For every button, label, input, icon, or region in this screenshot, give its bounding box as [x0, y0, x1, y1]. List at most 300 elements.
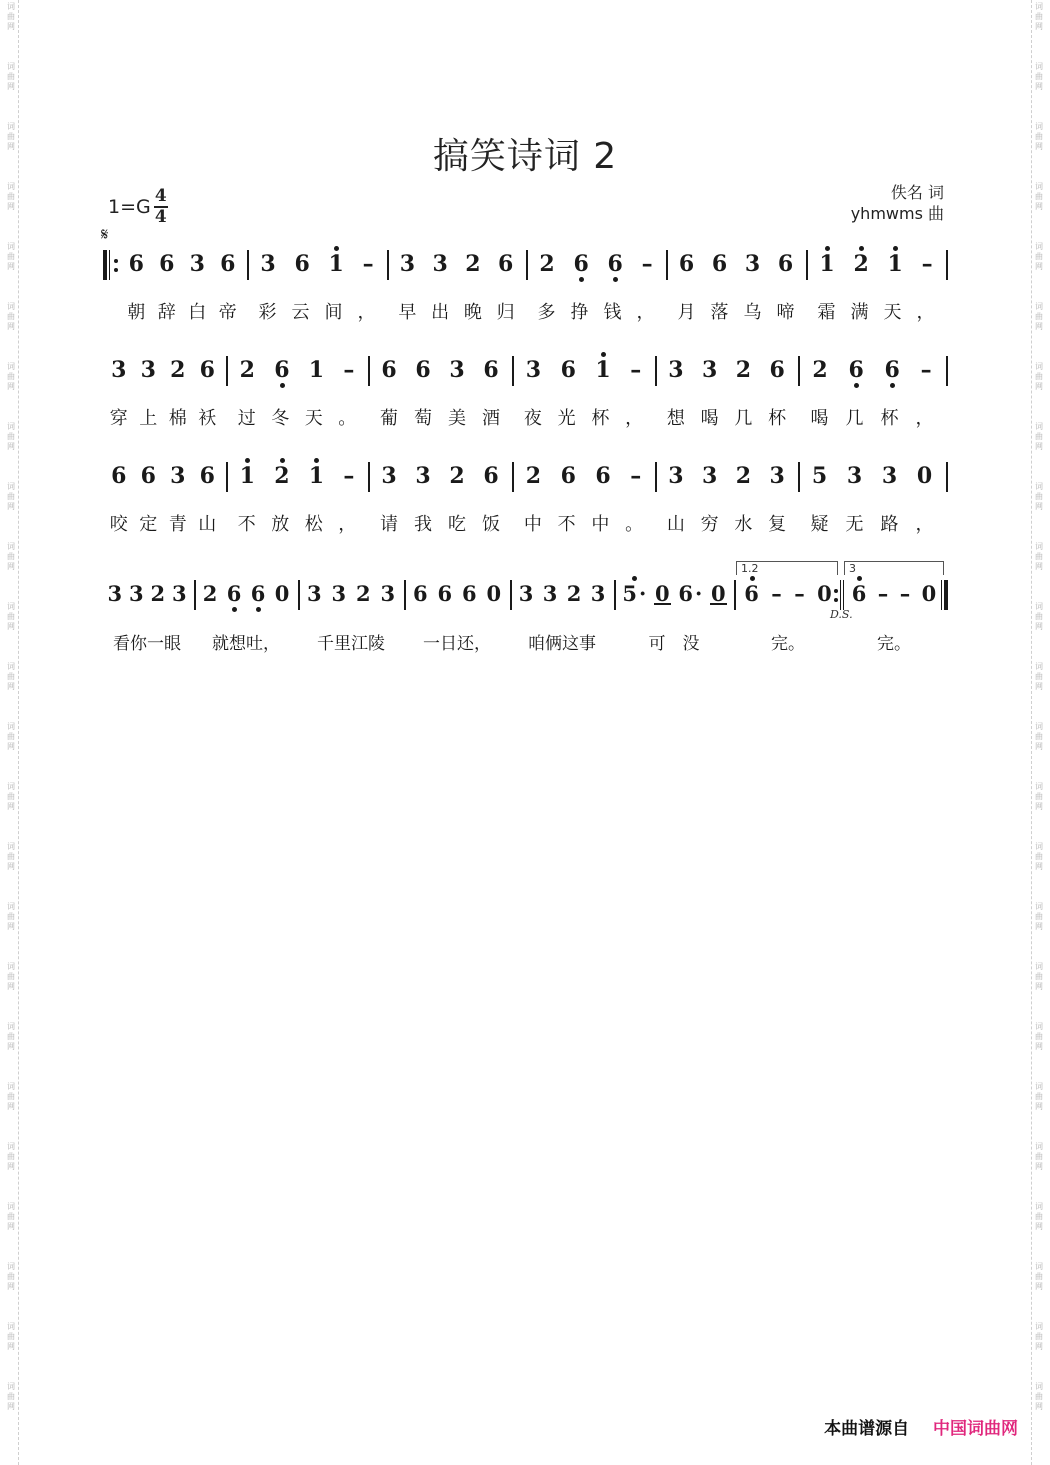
watermark-char: 词 — [7, 1262, 15, 1271]
note — [736, 357, 751, 383]
final-barline — [941, 580, 949, 610]
watermark-char: 词 — [1035, 2, 1043, 11]
watermark-char: 词 — [1035, 242, 1043, 251]
watermark-char: 网 — [7, 982, 15, 991]
note-digit: 6 — [769, 357, 785, 383]
barline — [247, 250, 249, 280]
octave-up-dot — [857, 576, 862, 581]
note — [812, 463, 827, 489]
watermark-char: 曲 — [1035, 12, 1043, 21]
note — [848, 357, 863, 383]
segno-sign: 𝄋 — [101, 225, 109, 245]
song-title: 搞笑诗词 2 — [432, 136, 618, 177]
watermark-char: 网 — [7, 862, 15, 871]
barline — [666, 250, 668, 280]
lyric-measure — [659, 508, 794, 538]
watermark-char: 词 — [7, 302, 15, 311]
note-digit: 6 — [607, 251, 623, 277]
note-digit: 3 — [518, 581, 534, 606]
lyric-char: 冬 — [271, 408, 290, 429]
note — [595, 357, 610, 383]
note-digit: 2 — [150, 581, 166, 606]
note-digit: 6 — [777, 251, 794, 277]
watermark-char: 网 — [7, 622, 15, 631]
measure — [408, 572, 506, 616]
watermark-char: 曲 — [1035, 312, 1043, 321]
note-digit: 6 — [560, 463, 576, 489]
note-digit: 3 — [701, 463, 718, 489]
watermark-char: 词 — [7, 1202, 15, 1211]
lyric-char: 朝 — [127, 302, 146, 323]
note — [668, 357, 683, 383]
dash-note — [921, 357, 932, 383]
watermark-char: 网 — [7, 22, 15, 31]
note — [331, 581, 346, 607]
barline — [298, 580, 300, 610]
note — [885, 357, 900, 383]
note-digit: 3 — [331, 581, 347, 606]
note-digit: 6 — [199, 357, 215, 383]
watermark-char: 曲 — [1035, 612, 1043, 621]
note — [200, 357, 215, 383]
watermark-char: 曲 — [7, 552, 15, 561]
note-digit: 2 — [853, 251, 869, 277]
barline — [404, 580, 406, 610]
watermark-char: 网 — [1035, 1102, 1043, 1111]
note-digit: – — [771, 581, 782, 606]
note — [150, 581, 165, 607]
note — [107, 581, 122, 607]
lyric-char: 咬 — [109, 514, 128, 535]
measure — [372, 348, 508, 392]
note — [220, 251, 235, 277]
measure — [670, 242, 802, 286]
lyric-char: 早 — [398, 302, 417, 323]
lyric-measure: 就想吐， — [212, 633, 280, 654]
lyric-measure — [391, 296, 522, 326]
note-digit: 3 — [111, 357, 127, 383]
barline — [226, 356, 228, 386]
lyric-measure — [802, 508, 942, 538]
lyric-char: 。 — [338, 408, 357, 429]
watermark-char: 曲 — [1035, 72, 1043, 81]
watermark-mark — [4, 1080, 18, 1140]
time-signature — [154, 188, 168, 226]
watermark-char: 曲 — [1035, 132, 1043, 141]
lyric-char: 中 — [591, 514, 610, 535]
lyric-measure: 可 没 — [648, 633, 700, 654]
note-digit: 6 — [220, 251, 236, 277]
note — [329, 251, 344, 277]
note-digit: 6 — [497, 251, 514, 277]
watermark-char: 词 — [7, 1022, 15, 1031]
watermark-char: 曲 — [7, 852, 15, 861]
dash-note — [900, 581, 911, 607]
lyric-measure — [104, 508, 222, 538]
dash-note — [642, 251, 653, 277]
watermark-char: 曲 — [7, 372, 15, 381]
note-digit: 1 — [819, 251, 835, 277]
watermark-char: 网 — [7, 262, 15, 271]
watermark-char: 曲 — [7, 252, 15, 261]
lyrics-row — [0, 402, 1050, 432]
notes-row — [0, 242, 1050, 286]
repeat-end-barline — [834, 580, 846, 610]
lyric-char: 挣 — [570, 302, 589, 323]
lyric-measure — [516, 508, 651, 538]
watermark-char: 词 — [1035, 182, 1043, 191]
barline — [226, 462, 228, 492]
note — [190, 251, 205, 277]
watermark-char: 网 — [7, 1102, 15, 1111]
note-digit: 1 — [308, 357, 325, 383]
note — [309, 463, 324, 489]
note-digit: 0 — [655, 581, 670, 606]
watermark-char: 词 — [7, 62, 15, 71]
lyric-measure — [659, 402, 794, 432]
note-digit: 2 — [525, 463, 542, 489]
note — [526, 357, 541, 383]
lyric-measure — [516, 402, 651, 432]
lyric-char: 不 — [237, 514, 256, 535]
watermark-mark — [4, 1320, 18, 1380]
note — [608, 251, 623, 277]
note-digit: 6 — [159, 251, 175, 277]
watermark-char: 网 — [7, 1042, 15, 1051]
note — [240, 357, 255, 383]
watermark-char: 网 — [1035, 22, 1043, 31]
note-digit: – — [343, 463, 355, 489]
watermark-char: 网 — [7, 1162, 15, 1171]
barline — [194, 580, 196, 610]
watermark-char: 词 — [7, 842, 15, 851]
composer: yhmwms 曲 — [850, 204, 944, 223]
lyric-measure — [530, 296, 662, 326]
lyric-char: ， — [338, 514, 357, 535]
lyric-measure — [372, 402, 508, 432]
note — [170, 463, 185, 489]
lyric-char: 松 — [304, 514, 323, 535]
note — [432, 251, 447, 277]
lyric-measure — [802, 402, 942, 432]
watermark-char: 词 — [7, 242, 15, 251]
watermark-mark — [1032, 1320, 1046, 1380]
notes-row — [0, 348, 1050, 392]
lyric-char: 光 — [557, 408, 576, 429]
watermark-char: 曲 — [1035, 1272, 1043, 1281]
lyric-measure: 一日还， — [423, 633, 491, 654]
note — [240, 463, 255, 489]
note — [227, 581, 242, 607]
watermark-char: 曲 — [1035, 552, 1043, 561]
barline — [387, 250, 389, 280]
barline — [798, 462, 800, 492]
watermark-char: 网 — [7, 742, 15, 751]
note-digit: 2 — [239, 357, 255, 383]
lyric-char: ， — [636, 302, 655, 323]
watermark-char: 词 — [1035, 902, 1043, 911]
watermark-char: 曲 — [1035, 792, 1043, 801]
note-digit: 0 — [921, 581, 937, 606]
lyric-char: 啼 — [776, 302, 795, 323]
note-digit: 6 — [851, 581, 867, 606]
lyric-char: 无 — [845, 514, 864, 535]
note-digit: 3 — [701, 357, 718, 383]
note — [274, 463, 289, 489]
note-digit: 0 — [486, 581, 502, 606]
watermark-char: 曲 — [1035, 1212, 1043, 1221]
watermark-char: 曲 — [7, 612, 15, 621]
lyric-char: 云 — [291, 302, 310, 323]
watermark-char: 曲 — [7, 312, 15, 321]
watermark-char: 网 — [1035, 1342, 1043, 1351]
note-digit: 6 — [140, 463, 156, 489]
measure — [516, 348, 651, 392]
watermark-mark — [4, 900, 18, 960]
watermark-char: 曲 — [7, 972, 15, 981]
note-digit: 3 — [260, 251, 276, 277]
watermark-char: 曲 — [7, 912, 15, 921]
note — [415, 463, 430, 489]
lyrics-row — [0, 296, 1050, 326]
lyric-measure: 看你一眼 — [113, 633, 181, 654]
watermark-char: 网 — [1035, 1222, 1043, 1231]
watermark-char: 网 — [1035, 562, 1043, 571]
watermark-char: 词 — [7, 662, 15, 671]
watermark-mark — [4, 1200, 18, 1260]
lyric-char: 天 — [883, 302, 902, 323]
watermark-char: 曲 — [7, 12, 15, 21]
watermark-char: 网 — [1035, 862, 1043, 871]
lyric-char: 我 — [414, 514, 432, 535]
note-digit: – — [630, 463, 642, 489]
watermark-char: 网 — [7, 1222, 15, 1231]
note — [888, 251, 903, 277]
note — [922, 581, 937, 607]
watermark-char: 曲 — [1035, 912, 1043, 921]
note-digit: – — [921, 251, 933, 277]
watermark-char: 词 — [1035, 962, 1043, 971]
watermark-char: 词 — [7, 2, 15, 11]
note — [111, 463, 126, 489]
watermark-char: 词 — [1035, 362, 1043, 371]
note — [702, 463, 717, 489]
lyric-char: 帝 — [218, 302, 237, 323]
watermark-char: 曲 — [1035, 672, 1043, 681]
watermark-char: 网 — [7, 682, 15, 691]
measure — [372, 454, 508, 498]
note-digit: 5 — [811, 463, 828, 489]
note — [769, 463, 784, 489]
note-digit: 2 — [566, 581, 582, 606]
lyric-char: 霜 — [817, 302, 836, 323]
eighth-underline — [654, 603, 671, 605]
note — [622, 581, 646, 607]
watermark-char: 词 — [1035, 1322, 1043, 1331]
note — [413, 581, 428, 607]
note — [769, 357, 784, 383]
watermark-char: 网 — [1035, 1162, 1043, 1171]
barline — [946, 462, 948, 492]
note-digit: 1 — [595, 357, 611, 383]
note — [561, 357, 576, 383]
watermark-mark — [1032, 60, 1046, 120]
watermark-char: 曲 — [1035, 1092, 1043, 1101]
note-digit: 6 — [128, 251, 144, 277]
lyric-char: 饭 — [482, 514, 500, 535]
watermark-char: 词 — [7, 422, 15, 431]
note-digit: 6 — [415, 357, 431, 383]
note — [853, 251, 868, 277]
lyric-char: 杯 — [591, 408, 610, 429]
note-digit: – — [920, 357, 932, 383]
lyric-char: 酒 — [482, 408, 500, 429]
octave-up-dot — [750, 576, 755, 581]
lyric-char: 夜 — [523, 408, 542, 429]
watermark-char: 词 — [1035, 722, 1043, 731]
note — [309, 357, 324, 383]
lyric-char: 出 — [431, 302, 450, 323]
note-digit: 2 — [449, 463, 465, 489]
lyric-char: 棉 — [168, 408, 187, 429]
barline — [806, 250, 808, 280]
note-digit: 1 — [887, 251, 903, 277]
note-digit: 5 — [622, 581, 637, 606]
note-digit: 6 — [560, 357, 576, 383]
lyric-char: ， — [357, 302, 376, 323]
watermark-mark — [1032, 720, 1046, 780]
note-digit: 2 — [465, 251, 481, 277]
lyric-char: 钱 — [603, 302, 622, 323]
note — [200, 463, 215, 489]
watermark-char: 曲 — [1035, 732, 1043, 741]
note-digit: 2 — [735, 357, 752, 383]
lyric-char: 穿 — [109, 408, 128, 429]
lyric-char: 水 — [734, 514, 753, 535]
note-digit: 3 — [140, 357, 156, 383]
note — [400, 251, 415, 277]
note-digit: 0 — [274, 581, 290, 606]
watermark-char: 网 — [1035, 262, 1043, 271]
notes-row — [0, 562, 1050, 621]
watermark-mark — [1032, 1260, 1046, 1320]
watermark-char: 网 — [7, 142, 15, 151]
lyric-measure — [372, 508, 508, 538]
note — [465, 251, 480, 277]
note-digit: 6 — [678, 251, 695, 277]
watermark-char: 曲 — [1035, 192, 1043, 201]
note — [702, 357, 717, 383]
watermark-char: 词 — [1035, 422, 1043, 431]
watermark-char: 词 — [1035, 602, 1043, 611]
note-digit: 6 — [250, 581, 266, 606]
measure — [104, 454, 222, 498]
watermark-char: 词 — [7, 722, 15, 731]
note-digit: 6 — [437, 581, 453, 606]
lyric-char: 疑 — [810, 514, 829, 535]
note-digit: 6 — [226, 581, 242, 606]
note-digit: 3 — [381, 463, 397, 489]
note — [380, 581, 395, 607]
lyric-char: 月 — [677, 302, 696, 323]
watermark-mark — [4, 1380, 18, 1440]
octave-up-dot — [280, 458, 285, 463]
note — [917, 463, 932, 489]
watermark-char: 曲 — [7, 1212, 15, 1221]
note-digit: 6 — [199, 463, 215, 489]
watermark-char: 网 — [7, 802, 15, 811]
site-name-link[interactable]: 中国词曲网 — [933, 1419, 1018, 1439]
watermark-char: 词 — [7, 1322, 15, 1331]
lyric-char: 不 — [557, 514, 576, 535]
note — [170, 357, 185, 383]
dash-note — [343, 463, 354, 489]
watermark-char: 网 — [1035, 82, 1043, 91]
watermark-char: 词 — [7, 962, 15, 971]
note — [678, 581, 702, 607]
lyric-char: 路 — [880, 514, 899, 535]
note-digit: 6 — [461, 581, 477, 606]
note — [561, 463, 576, 489]
note — [595, 463, 610, 489]
watermark-char: 网 — [1035, 142, 1043, 151]
note-digit: 3 — [881, 463, 898, 489]
watermark-char: 曲 — [7, 72, 15, 81]
note-digit: – — [877, 581, 889, 606]
watermark-char: 网 — [1035, 442, 1043, 451]
lyric-char: 萄 — [414, 408, 432, 429]
note-digit: 3 — [744, 251, 761, 277]
watermark-mark — [1032, 1380, 1046, 1440]
watermark-char: 网 — [1035, 682, 1043, 691]
barline — [655, 356, 657, 386]
credits — [851, 182, 944, 224]
augmentation-dot: · — [638, 581, 647, 606]
watermark-char: 网 — [1035, 1402, 1043, 1411]
note — [251, 581, 266, 607]
watermark-char: 网 — [7, 322, 15, 331]
note — [483, 463, 498, 489]
source-footer — [824, 1414, 1018, 1439]
measure — [530, 242, 662, 286]
watermark-char: 网 — [1035, 322, 1043, 331]
watermark-char: 网 — [7, 502, 15, 511]
note — [172, 581, 187, 607]
note — [591, 581, 606, 607]
watermark-char: 曲 — [1035, 432, 1043, 441]
note-digit: 3 — [590, 581, 606, 606]
barline — [655, 462, 657, 492]
lyric-char: 青 — [168, 514, 187, 535]
lyric-char: 中 — [523, 514, 542, 535]
watermark-mark — [1032, 780, 1046, 840]
lyric-char: 穷 — [700, 514, 719, 535]
watermark-char: 曲 — [1035, 1032, 1043, 1041]
lyric-measure — [230, 508, 364, 538]
lyric-measure — [670, 296, 802, 326]
watermark-char: 词 — [7, 182, 15, 191]
note-digit: 6 — [573, 251, 589, 277]
lyric-char: 乌 — [743, 302, 762, 323]
note-digit: 3 — [542, 581, 558, 606]
note-digit: – — [899, 581, 911, 606]
lyricist: 佚名 词 — [890, 183, 944, 202]
dash-note — [630, 357, 641, 383]
note — [498, 251, 513, 277]
note-digit: 3 — [449, 357, 465, 383]
measure — [802, 454, 942, 498]
watermark-char: 曲 — [1035, 1332, 1043, 1341]
